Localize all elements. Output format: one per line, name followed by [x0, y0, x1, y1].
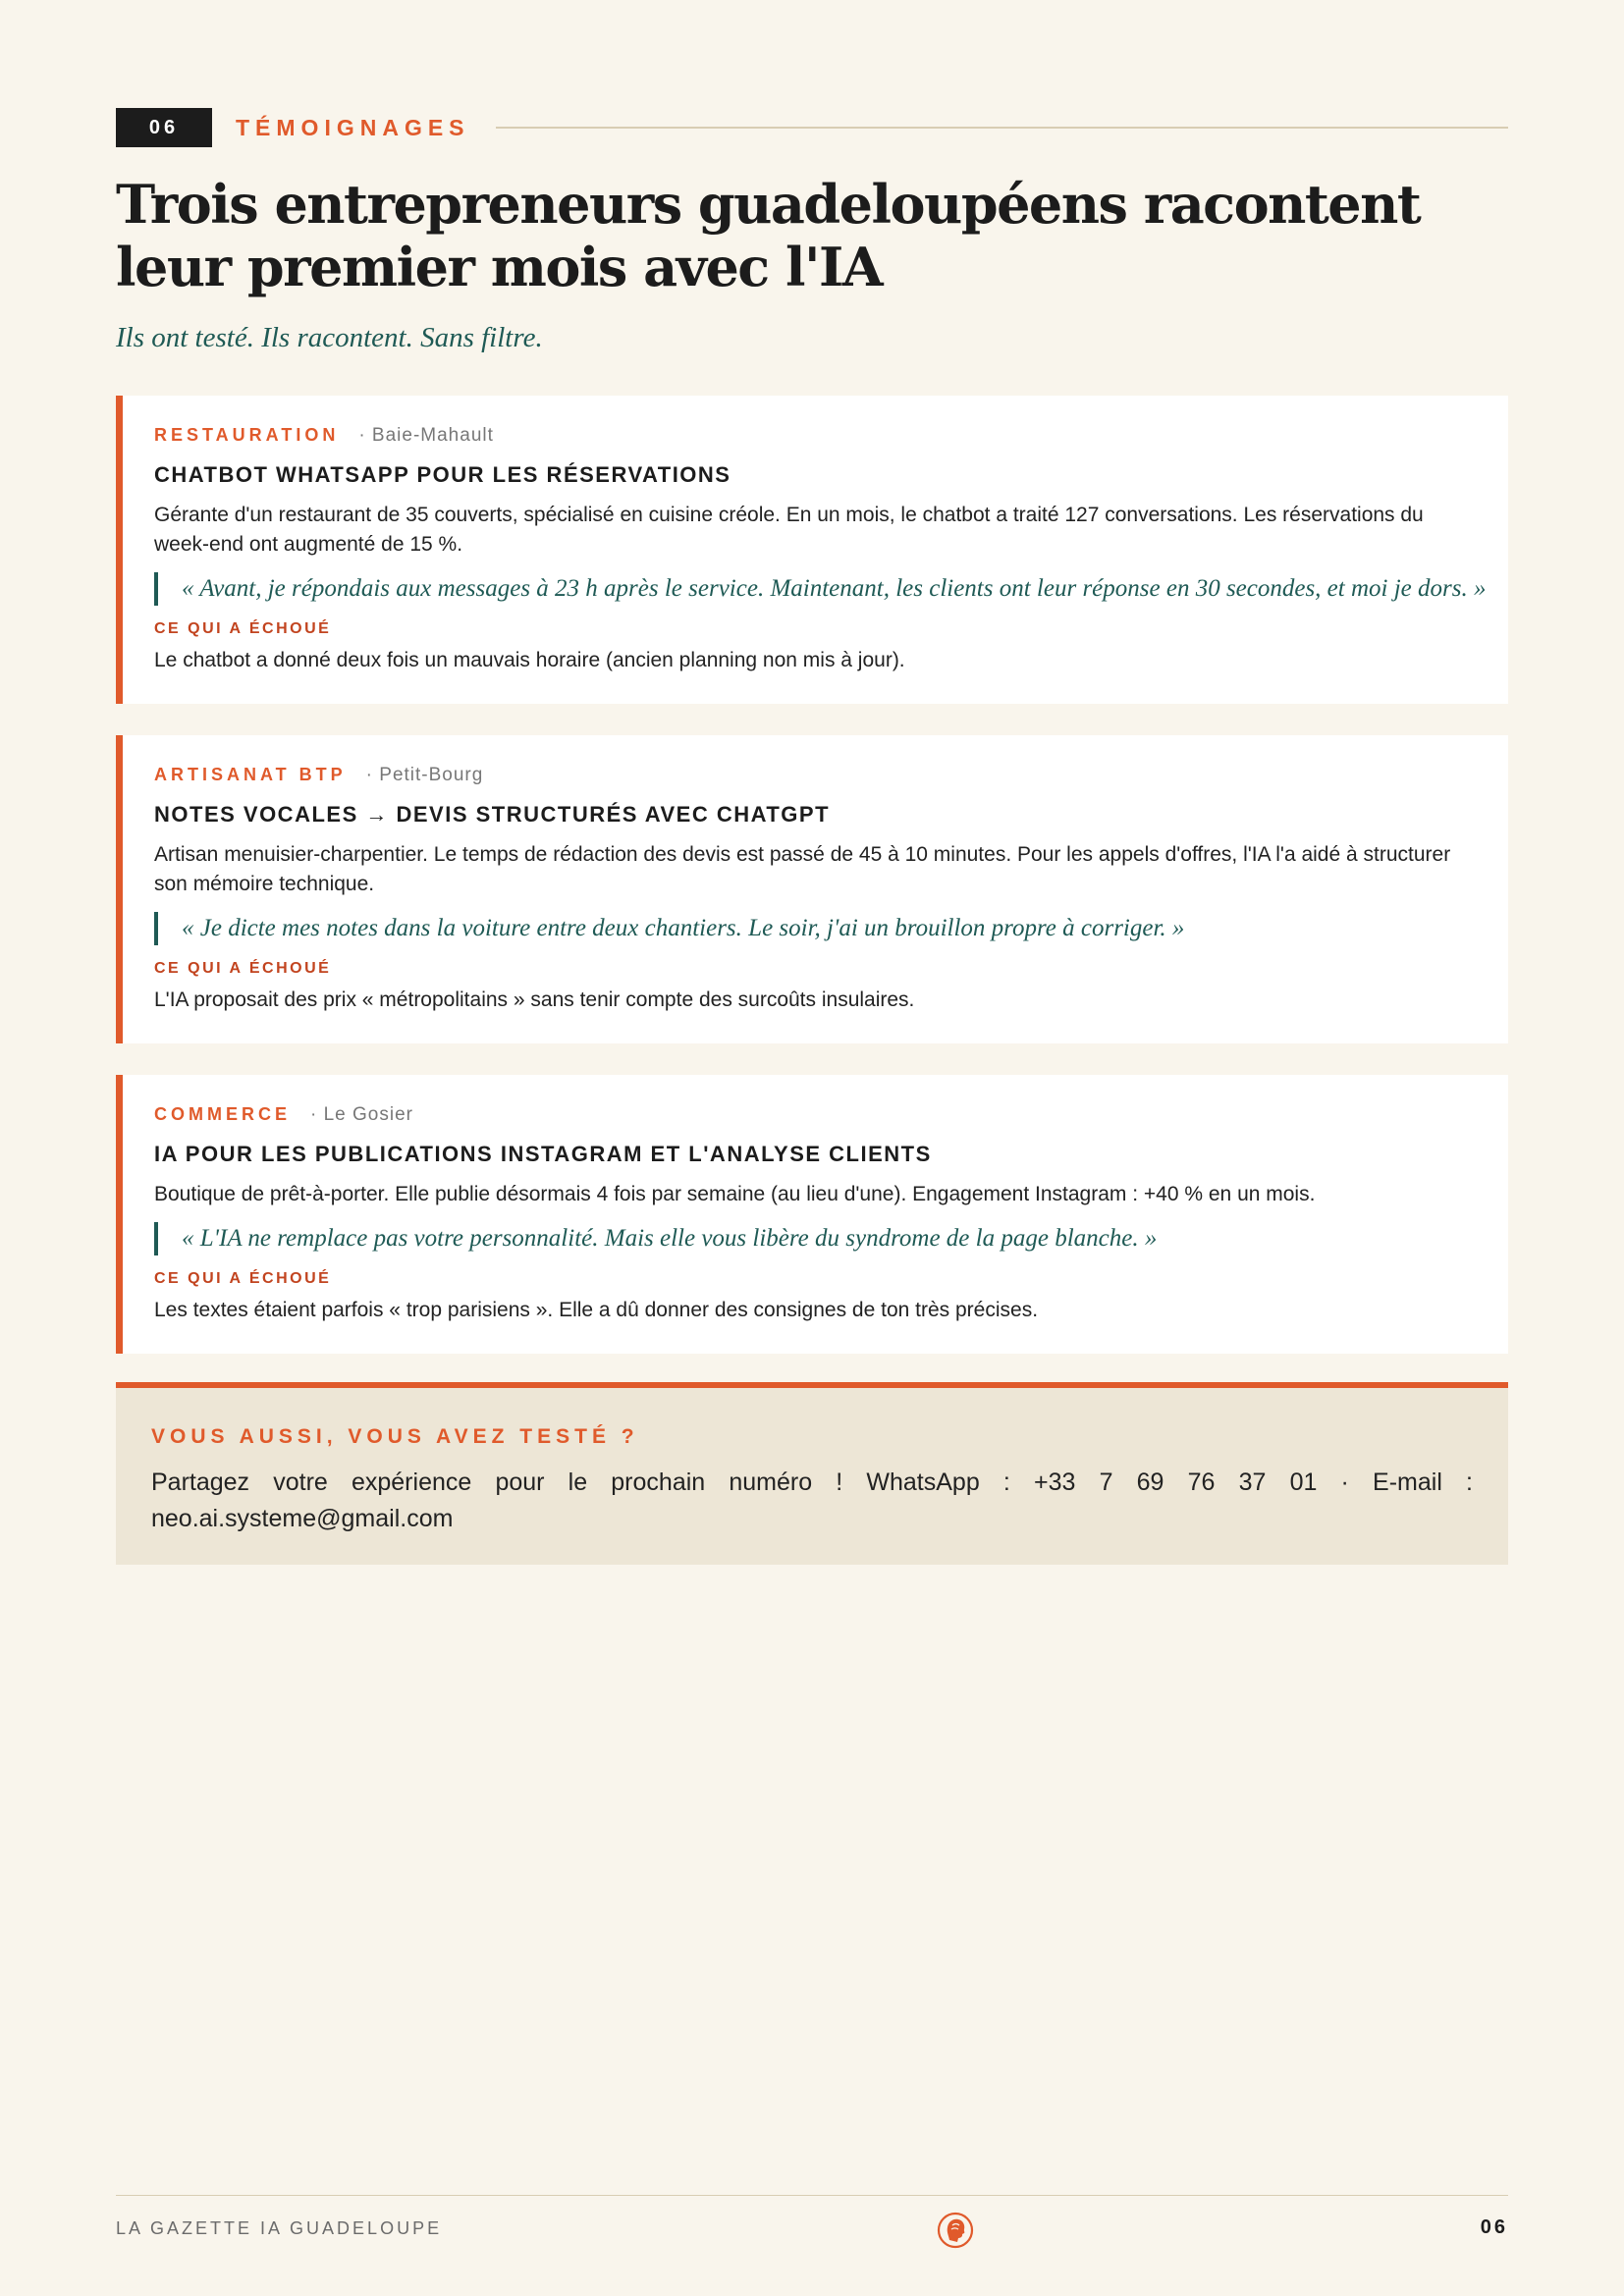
failure-label: CE QUI A ÉCHOUÉ — [154, 1270, 332, 1287]
call-to-action-box — [116, 1382, 1508, 1565]
failure-label: CE QUI A ÉCHOUÉ — [154, 960, 332, 977]
location-label: · Baie-Mahault — [358, 425, 494, 446]
location-label: · Le Gosier — [310, 1104, 413, 1125]
testimonial-quote: « Avant, je répondais aux messages à 23 h après le service. Maintenant, les clients ont leur réponse en 30 secondes, et moi je dors. » — [154, 572, 1489, 606]
footer-page-number: 06 — [1480, 2216, 1508, 2238]
testimonial-quote: « L'IA ne remplace pas votre personnalité. Mais elle vous libère du syndrome de la page blanche. » — [154, 1222, 1489, 1255]
card-body: Gérante d'un restaurant de 35 couverts, spécialisé en cuisine créole. En un mois, le chatbot a traité 127 conversations. Les réservations du week-end ont augmenté de 15 %. — [154, 504, 1424, 556]
section-label: TÉMOIGNAGES — [236, 114, 470, 140]
testimonial-quote: « Je dicte mes notes dans la voiture entre deux chantiers. Le soir, j'ai un brouillon propre à corriger. » — [154, 912, 1489, 945]
card-body: Boutique de prêt-à-porter. Elle publie désormais 4 fois par semaine (au lieu d'une). Engagement Instagram : +40 % en un mois. — [154, 1183, 1316, 1205]
testimonial-card-restauration — [116, 396, 1508, 704]
callout-text: Partagez votre expérience pour le prochain numéro ! WhatsApp : +33 7 69 76 37 01 · E-mail : neo.ai.systeme@gmail.com — [151, 1468, 1473, 1532]
page-subtitle: Ils ont testé. Ils racontent. Sans filtre. — [116, 322, 543, 353]
card-title: IA POUR LES PUBLICATIONS INSTAGRAM ET L'ANALYSE CLIENTS — [154, 1142, 932, 1166]
testimonial-card-artisanat — [116, 735, 1508, 1043]
profile-head-icon — [937, 2212, 974, 2249]
card-meta — [154, 425, 494, 447]
section-number-badge: 06 — [116, 108, 212, 147]
card-meta — [154, 1104, 413, 1126]
section-header — [116, 108, 1508, 147]
card-title: NOTES VOCALES → DEVIS STRUCTURÉS AVEC CHATGPT — [154, 802, 831, 827]
callout-heading: VOUS AUSSI, VOUS AVEZ TESTÉ ? — [151, 1425, 639, 1448]
failure-text: Le chatbot a donné deux fois un mauvais horaire (ancien planning non mis à jour). — [154, 649, 905, 671]
page-title: Trois entrepreneurs guadeloupéens racontent leur premier mois avec l'IA — [116, 173, 1421, 298]
card-meta — [154, 765, 483, 786]
footer-publication-name: LA GAZETTE IA GUADELOUPE — [116, 2218, 443, 2238]
location-label: · Petit-Bourg — [365, 765, 484, 785]
card-title: CHATBOT WHATSAPP POUR LES RÉSERVATIONS — [154, 462, 731, 487]
failure-label: CE QUI A ÉCHOUÉ — [154, 620, 332, 637]
footer-divider — [116, 2195, 1508, 2196]
category-label: COMMERCE — [154, 1104, 291, 1124]
section-divider — [496, 127, 1508, 129]
card-body: Artisan menuisier-charpentier. Le temps de rédaction des devis est passé de 45 à 10 minutes. Pour les appels d'offres, l'IA l'a aidé à structurer son mémoire technique. — [154, 843, 1451, 895]
failure-text: L'IA proposait des prix « métropolitains » sans tenir compte des surcoûts insulaires. — [154, 988, 915, 1011]
testimonial-card-commerce — [116, 1075, 1508, 1354]
category-label: RESTAURATION — [154, 425, 340, 445]
failure-text: Les textes étaient parfois « trop parisiens ». Elle a dû donner des consignes de ton très précises. — [154, 1299, 1039, 1321]
category-label: ARTISANAT BTP — [154, 765, 347, 784]
